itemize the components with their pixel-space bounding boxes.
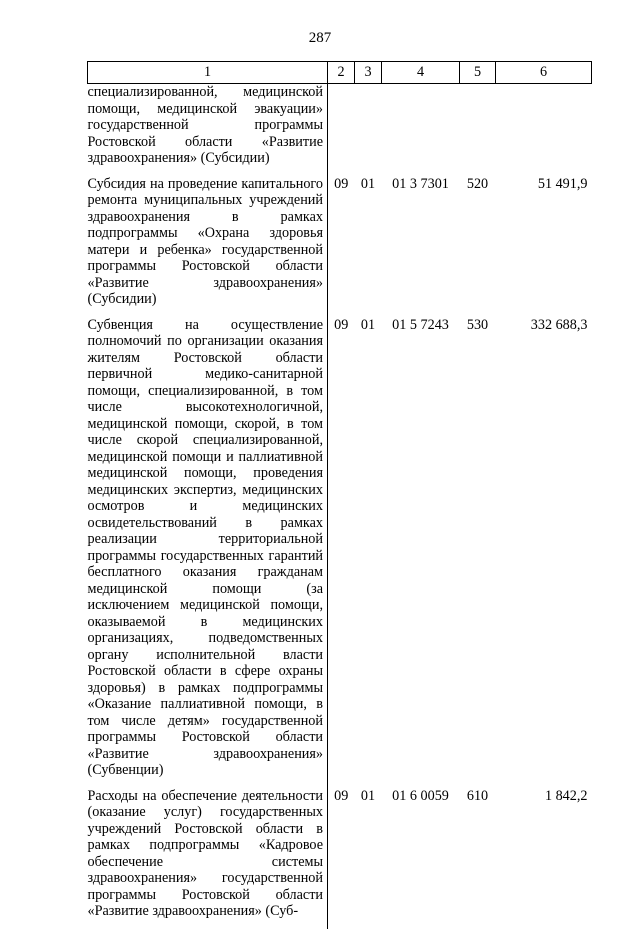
row-expense-type [460, 84, 496, 176]
row-subsection: 01 [360, 787, 376, 804]
table-header [88, 62, 592, 84]
header-col-6: 6 [496, 62, 592, 84]
row-amount [496, 84, 592, 176]
header-col-4: 4 [382, 62, 460, 84]
header-col-1: 1 [88, 62, 328, 84]
row-expense-type: 530 [466, 316, 489, 333]
row-target-article [382, 84, 460, 176]
row-description: Субвенция на осуществление полномочий по организации оказания жителям Ростовской области первичной медико-санитарной помощи, специализированной, в том числе высокотехнологичной, медицинской помощи, скорой, в том числе скорой специализированной, медицинской помощи и паллиативной медицинской помощи, проведения медицинских экспертиз, медицинских осмотров и медицинских освидетельствований в рамках реализации территориальной программы государственных гарантий бесплатного оказания гражданам медицинской помощи (за исключением медицинской помощи, оказываемой в медицинских организациях, подведомственных органу исполнительной власти Ростовской области в сфере охраны здоровья) в рамках подпрограммы «Оказание паллиативной помощи, в том числе детям» государственной программы Ростовской области «Развитие здравоохранения» (Субвенции) [88, 317, 328, 788]
table-row [88, 317, 592, 788]
row-amount: 332 688,3 [530, 316, 588, 333]
row-description: Расходы на обеспечение деятельности (оказание услуг) государственных учреждений Ростовской области в рамках подпрограммы «Кадровое обеспечение системы здравоохранения» государственной программы Ростовской области «Развитие здравоохранения» (Суб- [88, 788, 328, 929]
row-target-article: 01 5 7243 [392, 316, 449, 333]
row-target-article: 01 3 7301 [392, 175, 449, 192]
budget-table [87, 61, 592, 929]
row-expense-type: 520 [466, 175, 489, 192]
table-row [88, 176, 592, 317]
row-target-article: 01 6 0059 [392, 787, 449, 804]
row-section: 09 [334, 787, 349, 804]
header-col-3: 3 [355, 62, 382, 84]
row-amount: 1 842,2 [544, 787, 588, 804]
row-description: Субсидия на проведение капитального ремонта муниципальных учреждений здравоохранения в рамках подпрограммы «Охрана здоровья матери и ребенка» государственной программы Ростовской области «Развитие здравоохранения» (Субсидии) [88, 176, 328, 317]
row-subsection: 01 [360, 316, 376, 333]
table-row [88, 84, 592, 176]
row-description: специализированной, медицинской помощи, медицинской эвакуации» государственной программы Ростовской области «Развитие здравоохранения» (Субсидии) [88, 84, 328, 176]
table-row [88, 788, 592, 929]
page-number: 287 [308, 30, 332, 46]
row-section [328, 84, 355, 176]
row-subsection: 01 [360, 175, 376, 192]
row-expense-type: 610 [466, 787, 489, 804]
row-section: 09 [334, 316, 349, 333]
header-col-5: 5 [460, 62, 496, 84]
row-subsection [355, 84, 382, 176]
row-section: 09 [334, 175, 349, 192]
header-col-2: 2 [328, 62, 355, 84]
row-amount: 51 491,9 [537, 175, 588, 192]
